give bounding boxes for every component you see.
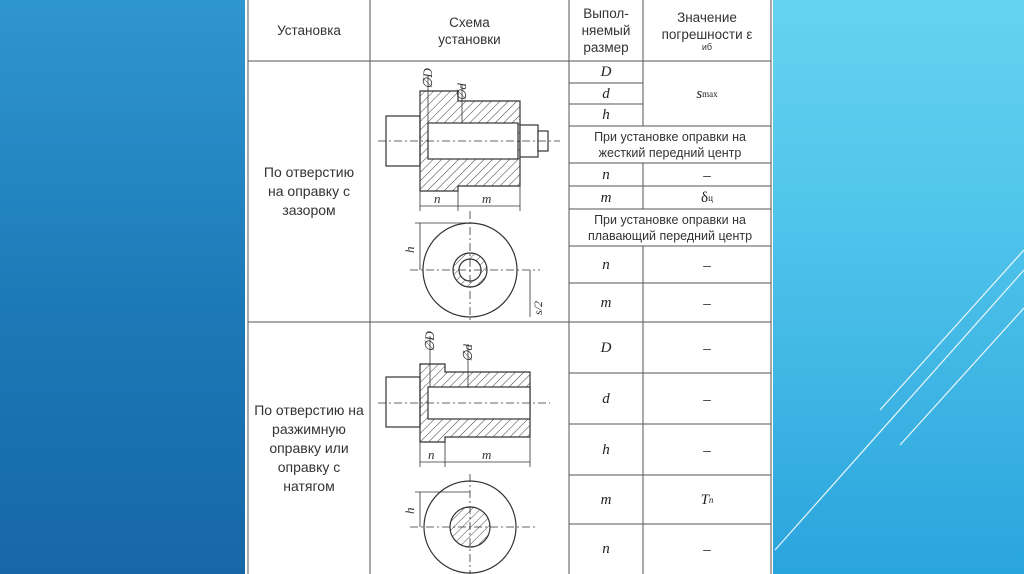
document-page bbox=[245, 0, 773, 574]
value-n-2: – bbox=[703, 256, 711, 273]
dim-m-2: m bbox=[600, 294, 612, 311]
note-floating-center: При установке оправки на плавающий передний центр bbox=[587, 212, 753, 243]
dim-D-1: D bbox=[600, 64, 612, 80]
dim-d-2: d bbox=[602, 390, 610, 407]
setup-clearance-mandrel: По отверстию на оправку с зазором bbox=[263, 164, 355, 218]
label-h: h bbox=[402, 246, 417, 253]
value-Tn-main: T bbox=[700, 491, 709, 508]
label-h-2: h bbox=[402, 507, 417, 514]
header-error-sub: иб bbox=[701, 42, 713, 52]
label-m-2: m bbox=[482, 447, 492, 462]
dim-n-3: n bbox=[602, 541, 610, 557]
value-n-1: – bbox=[703, 166, 711, 183]
value-smax-sub: max bbox=[702, 88, 718, 99]
value-Tn bbox=[643, 475, 771, 524]
header-error-text: Значение погрешности ε bbox=[661, 10, 753, 42]
value-n-3: – bbox=[703, 541, 711, 557]
label-dia-d-2: ∅d bbox=[460, 344, 475, 362]
label-m: m bbox=[482, 191, 492, 206]
note-rigid-center: При установке оправки на жесткий передний центр bbox=[594, 129, 746, 160]
right-accent-panel bbox=[773, 0, 1024, 574]
label-dia-D: ∅D bbox=[420, 68, 435, 89]
dim-m-1: m bbox=[600, 189, 612, 206]
header-scheme: Схема установки bbox=[438, 14, 501, 47]
header-dimension: Выпол- няемый размер bbox=[581, 6, 631, 55]
value-delta-sub: ц bbox=[708, 192, 713, 203]
header-error-value bbox=[643, 0, 771, 61]
dim-n-1: n bbox=[602, 166, 610, 183]
header-setup: Установка bbox=[277, 23, 341, 38]
label-n-2: n bbox=[428, 447, 435, 462]
label-s2: s/2 bbox=[531, 300, 545, 315]
label-dia-D-2: ∅D bbox=[422, 331, 437, 352]
value-D-2: – bbox=[703, 339, 711, 356]
value-d-2: – bbox=[703, 390, 711, 407]
dim-h-1: h bbox=[602, 107, 610, 123]
label-dia-d: ∅d bbox=[454, 83, 469, 101]
value-delta-c bbox=[643, 186, 771, 209]
dim-n-2: n bbox=[602, 256, 610, 273]
value-smax-main: s bbox=[696, 85, 703, 102]
label-n: n bbox=[434, 191, 441, 206]
dim-h-2: h bbox=[602, 441, 610, 458]
value-h-2: – bbox=[703, 441, 711, 458]
value-smax bbox=[643, 61, 771, 126]
setup-expanding-mandrel: По отверстию на разжимную оправку или оправку с натягом bbox=[254, 401, 364, 494]
scheme-clearance-mandrel bbox=[370, 61, 569, 322]
value-m-2: – bbox=[703, 294, 711, 311]
dim-m-3: m bbox=[600, 491, 612, 508]
dim-D-2: D bbox=[600, 339, 612, 356]
scheme-expanding-mandrel bbox=[370, 322, 569, 574]
value-Tn-sub: n bbox=[708, 494, 714, 505]
value-delta-main: δ bbox=[701, 189, 709, 206]
dim-d-1: d bbox=[602, 85, 610, 102]
